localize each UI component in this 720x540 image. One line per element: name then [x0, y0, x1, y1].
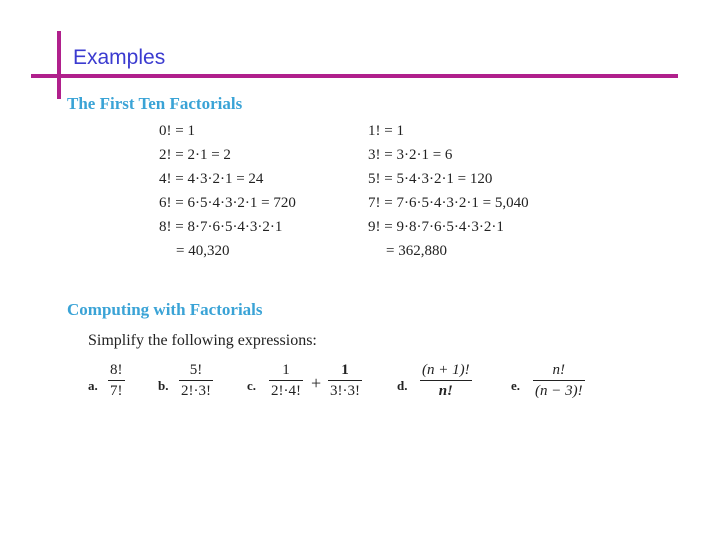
factorial-5: 5! = 5·4·3·2·1 = 120 [368, 171, 493, 187]
problem-d-fraction [420, 362, 472, 400]
problem-c-label: c. [247, 378, 257, 393]
problem-c-numerator-2: 1 [328, 362, 362, 381]
factorial-9-result: = 362,880 [386, 243, 447, 259]
exercise-prompt: Simplify the following expressions: [88, 332, 317, 349]
title-accent-vertical-bar [57, 31, 61, 99]
problem-e-denominator: (n − 3)! [535, 383, 583, 399]
factorial-1: 1! = 1 [368, 123, 404, 139]
factorial-4: 4! = 4·3·2·1 = 24 [159, 171, 264, 187]
problem-c-denominator-1: 2!·4! [271, 383, 301, 399]
problem-b-fraction [179, 362, 213, 400]
problem-a-fraction [108, 362, 125, 400]
problem-e-fraction [533, 362, 585, 400]
problem-d-denominator: n! [438, 383, 453, 399]
section-heading-computing: Computing with Factorials [67, 300, 263, 319]
problem-c-denominator-2: 3!·3! [330, 383, 360, 399]
problem-c-fraction-2 [328, 362, 362, 400]
factorial-6: 6! = 6·5·4·3·2·1 = 720 [159, 195, 296, 211]
slide-title: Examples [73, 46, 166, 69]
problem-e-label: e. [511, 378, 521, 393]
problem-c-plus: + [311, 373, 322, 393]
problem-b-label: b. [158, 378, 169, 393]
problem-a-numerator: 8! [108, 362, 125, 381]
factorial-8: 8! = 8·7·6·5·4·3·2·1 [159, 219, 283, 235]
title-underline-bar [31, 74, 678, 78]
problem-c-fraction-1 [269, 362, 303, 400]
problem-b-denominator: 2!·3! [181, 383, 211, 399]
problem-a-denominator: 7! [110, 383, 123, 399]
factorial-0: 0! = 1 [159, 123, 195, 139]
factorial-9: 9! = 9·8·7·6·5·4·3·2·1 [368, 219, 504, 235]
problem-d-label: d. [397, 378, 408, 393]
problem-b-numerator: 5! [179, 362, 213, 381]
factorial-7: 7! = 7·6·5·4·3·2·1 = 5,040 [368, 195, 529, 211]
section-heading-factorials: The First Ten Factorials [67, 94, 243, 113]
problem-d-numerator: (n + 1)! [420, 362, 472, 381]
problem-e-numerator: n! [533, 362, 585, 381]
factorial-2: 2! = 2·1 = 2 [159, 147, 231, 163]
problem-a-label: a. [88, 378, 98, 393]
problem-c-numerator-1: 1 [269, 362, 303, 381]
factorial-8-result: = 40,320 [176, 243, 230, 259]
factorial-3: 3! = 3·2·1 = 6 [368, 147, 453, 163]
